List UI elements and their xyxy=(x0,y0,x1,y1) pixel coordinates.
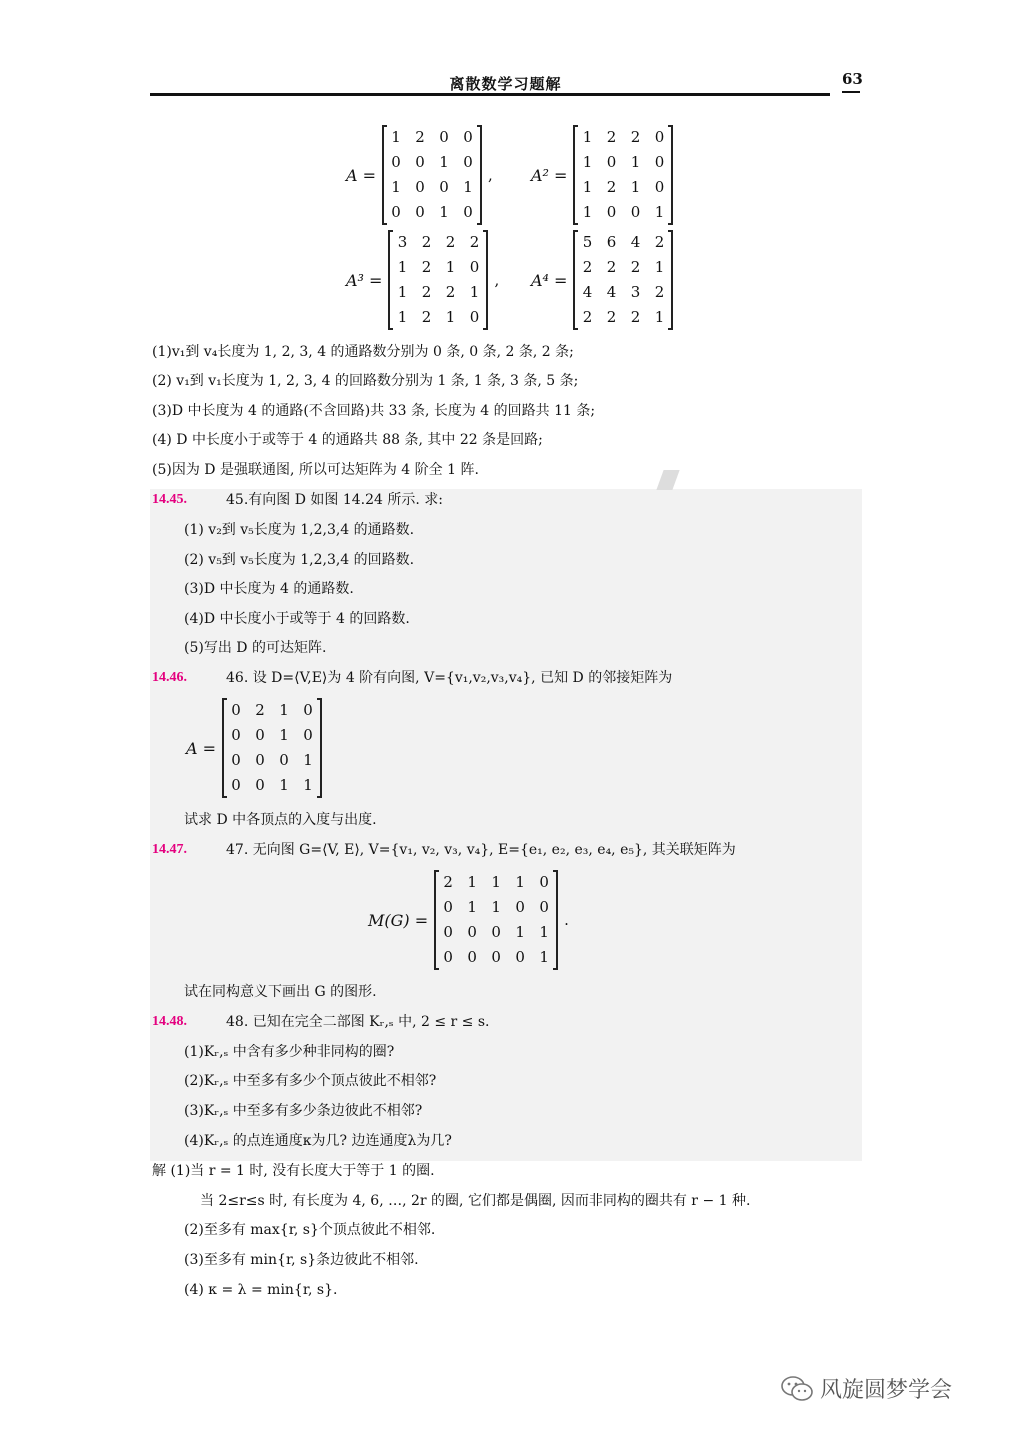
answer-line-4: (4) D 中长度小于或等于 4 的通路共 88 条, 其中 22 条是回路; xyxy=(152,432,543,448)
matrix-cell: 2 xyxy=(255,701,265,719)
question-48-text: 48. 已知在完全二部图 Kᵣ,ₛ 中, 2 ≤ r ≤ s. xyxy=(226,1014,490,1030)
matrix-cell: 2 xyxy=(445,233,456,251)
matrix-cell: 2 xyxy=(443,873,453,891)
matrix-cell: 1 xyxy=(539,948,549,966)
matrix-label: A = xyxy=(346,165,377,185)
question-47-after: 试在同构意义下画出 G 的图形. xyxy=(184,984,377,1000)
matrix-cell: 0 xyxy=(539,873,549,891)
matrix-cell: 1 xyxy=(279,726,289,744)
matrix-cell: 0 xyxy=(515,948,525,966)
matrix-cell: 0 xyxy=(469,258,480,276)
question-46-after: 试求 D 中各顶点的入度与出度. xyxy=(184,812,377,828)
matrix-cell: 1 xyxy=(279,701,289,719)
matrix-cell: 0 xyxy=(439,178,449,196)
matrix-cell: 0 xyxy=(654,153,665,171)
matrix-cell: 0 xyxy=(391,153,401,171)
matrix-cell: 1 xyxy=(397,308,408,326)
matrix-cell: 1 xyxy=(439,153,449,171)
matrix-body xyxy=(573,231,673,329)
matrix-cell: 1 xyxy=(582,153,593,171)
matrix-cell: 0 xyxy=(654,128,665,146)
decorative-mark xyxy=(656,470,679,490)
matrix-cell: 4 xyxy=(606,283,617,301)
matrix-cell: 1 xyxy=(582,178,593,196)
matrix-punctuation: , xyxy=(494,271,500,289)
matrix-A xyxy=(346,126,493,224)
wechat-icon xyxy=(780,1375,814,1403)
solution-line-2: 当 2≤r≤s 时, 有长度为 4, 6, …, 2r 的圈, 它们都是偶圈, 因而非同构的圈共有 r − 1 种. xyxy=(200,1193,751,1209)
matrix-cell: 1 xyxy=(467,898,477,916)
matrix-A3 xyxy=(346,231,499,329)
matrix-cell: 2 xyxy=(421,258,432,276)
header-title: 离散数学习题解 xyxy=(449,75,562,93)
question-47-text: 47. 无向图 G=⟨V, E⟩, V={v₁, v₂, v₃, v₄}, E={e₁, e₂, e₃, e₄, e₅}, 其关联矩阵为 xyxy=(226,842,736,858)
matrix-cell: 0 xyxy=(606,203,617,221)
matrix-body xyxy=(434,871,558,969)
matrix-cell: 0 xyxy=(463,128,473,146)
matrix-cell: 3 xyxy=(397,233,408,251)
page-number: 63 xyxy=(842,70,863,88)
matrix-cell: 0 xyxy=(467,923,477,941)
solution-line-5: (4) κ = λ = min{r, s}. xyxy=(184,1282,338,1298)
matrix-cell: 1 xyxy=(515,923,525,941)
matrix-label: A = xyxy=(186,738,217,758)
matrix-cell: 0 xyxy=(630,203,641,221)
matrix-cell: 1 xyxy=(515,873,525,891)
matrix-cell: 2 xyxy=(421,308,432,326)
matrix-cell: 1 xyxy=(582,203,593,221)
matrix-cell: 1 xyxy=(467,873,477,891)
matrix-cell: 0 xyxy=(515,898,525,916)
question-48-item-2: (2)Kᵣ,ₛ 中至多有多少个顶点彼此不相邻? xyxy=(184,1073,437,1089)
matrix-cell: 2 xyxy=(421,283,432,301)
matrix-cell: 1 xyxy=(391,178,401,196)
matrix-cell: 3 xyxy=(630,283,641,301)
question-48-item-3: (3)Kᵣ,ₛ 中至多有多少条边彼此不相邻? xyxy=(184,1103,423,1119)
matrix-A4 xyxy=(531,231,673,329)
matrix-label: A² = xyxy=(531,165,568,185)
matrix-cell: 2 xyxy=(654,283,665,301)
matrix-cell: 2 xyxy=(630,258,641,276)
watermark-text: 风旋圆梦学会 xyxy=(820,1378,953,1403)
solution-line-4: (3)至多有 min{r, s}条边彼此不相邻. xyxy=(184,1252,419,1268)
question-number-47: 14.47. xyxy=(152,842,187,857)
matrix-cell: 0 xyxy=(303,701,313,719)
matrix-cell: 0 xyxy=(443,923,453,941)
matrix-cell: 0 xyxy=(391,203,401,221)
matrix-cell: 2 xyxy=(606,258,617,276)
matrix-A-q46 xyxy=(186,699,322,797)
matrix-cell: 0 xyxy=(654,178,665,196)
question-48-item-4: (4)Kᵣ,ₛ 的点连通度κ为几? 边连通度λ为几? xyxy=(184,1133,452,1149)
matrix-cell: 2 xyxy=(469,233,480,251)
matrix-cell: 0 xyxy=(491,948,501,966)
matrix-cell: 0 xyxy=(415,178,425,196)
matrix-A2 xyxy=(531,126,673,224)
solution-line-3: (2)至多有 max{r, s}个顶点彼此不相邻. xyxy=(184,1222,436,1238)
matrix-cell: 2 xyxy=(606,308,617,326)
matrix-cell: 0 xyxy=(255,726,265,744)
matrix-label: A⁴ = xyxy=(531,270,568,290)
matrix-cell: 0 xyxy=(539,898,549,916)
matrix-cell: 1 xyxy=(303,776,313,794)
question-45-text: 45.有向图 D 如图 14.24 所示. 求: xyxy=(226,492,443,508)
matrix-cell: 1 xyxy=(445,258,456,276)
matrix-cell: 2 xyxy=(606,178,617,196)
matrix-cell: 0 xyxy=(231,726,241,744)
matrix-label: A³ = xyxy=(346,270,383,290)
matrix-cell: 2 xyxy=(415,128,425,146)
matrix-body xyxy=(573,126,673,224)
matrix-cell: 0 xyxy=(463,203,473,221)
question-45-item-3: (3)D 中长度为 4 的通路数. xyxy=(184,581,354,597)
incidence-matrix-MG xyxy=(368,871,569,969)
question-45-item-2: (2) v₅到 v₅长度为 1,2,3,4 的回路数. xyxy=(184,552,415,568)
matrix-cell: 0 xyxy=(303,726,313,744)
matrix-cell: 1 xyxy=(463,178,473,196)
matrix-cell: 1 xyxy=(654,308,665,326)
matrix-cell: 0 xyxy=(279,751,289,769)
matrix-cell: 0 xyxy=(415,153,425,171)
watermark xyxy=(780,1373,952,1404)
question-number-46: 14.46. xyxy=(152,670,187,685)
matrix-cell: 0 xyxy=(606,153,617,171)
matrix-cell: 0 xyxy=(467,948,477,966)
matrix-cell: 0 xyxy=(443,898,453,916)
matrix-cell: 0 xyxy=(231,701,241,719)
matrix-cell: 2 xyxy=(630,128,641,146)
header-rule xyxy=(150,93,830,96)
matrix-cell: 2 xyxy=(630,308,641,326)
matrix-cell: 0 xyxy=(231,751,241,769)
answer-line-1: (1)v₁到 v₄长度为 1, 2, 3, 4 的通路数分别为 0 条, 0 条, 2 条, 2 条; xyxy=(152,344,574,360)
matrix-cell: 4 xyxy=(582,283,593,301)
matrix-cell: 0 xyxy=(443,948,453,966)
matrix-cell: 0 xyxy=(463,153,473,171)
matrix-cell: 1 xyxy=(582,128,593,146)
matrix-cell: 1 xyxy=(491,873,501,891)
question-45-item-5: (5)写出 D 的可达矩阵. xyxy=(184,640,327,656)
matrix-cell: 2 xyxy=(421,233,432,251)
matrix-cell: 1 xyxy=(391,128,401,146)
matrix-cell: 1 xyxy=(630,153,641,171)
matrix-cell: 0 xyxy=(255,751,265,769)
matrix-body xyxy=(382,126,482,224)
matrix-cell: 1 xyxy=(279,776,289,794)
matrix-cell: 4 xyxy=(630,233,641,251)
matrix-cell: 0 xyxy=(255,776,265,794)
matrix-cell: 2 xyxy=(445,283,456,301)
solution-line-1: 解 (1)当 r = 1 时, 没有长度大于等于 1 的圈. xyxy=(152,1163,435,1179)
matrix-cell: 1 xyxy=(654,203,665,221)
matrix-cell: 2 xyxy=(606,128,617,146)
matrix-cell: 0 xyxy=(439,128,449,146)
matrix-cell: 2 xyxy=(582,258,593,276)
matrix-cell: 0 xyxy=(231,776,241,794)
matrix-label: M(G) = xyxy=(368,910,429,930)
matrix-punctuation: . xyxy=(564,911,569,929)
matrix-cell: 1 xyxy=(439,203,449,221)
matrix-cell: 1 xyxy=(469,283,480,301)
question-48-item-1: (1)Kᵣ,ₛ 中含有多少种非同构的圈? xyxy=(184,1044,395,1060)
matrix-cell: 1 xyxy=(630,178,641,196)
answer-line-2: (2) v₁到 v₁长度为 1, 2, 3, 4 的回路数分别为 1 条, 1 条, 3 条, 5 条; xyxy=(152,373,579,389)
matrix-cell: 5 xyxy=(582,233,593,251)
question-46-text: 46. 设 D=⟨V,E⟩为 4 阶有向图, V={v₁,v₂,v₃,v₄}, 已知 D 的邻接矩阵为 xyxy=(226,670,673,686)
answer-line-3: (3)D 中长度为 4 的通路(不含回路)共 33 条, 长度为 4 的回路共 11 条; xyxy=(152,403,596,419)
matrix-body xyxy=(222,699,322,797)
question-number-48: 14.48. xyxy=(152,1014,187,1029)
matrix-cell: 2 xyxy=(654,233,665,251)
matrix-cell: 0 xyxy=(469,308,480,326)
matrix-cell: 1 xyxy=(397,258,408,276)
question-number-45: 14.45. xyxy=(152,492,187,507)
matrix-cell: 1 xyxy=(445,308,456,326)
matrix-cell: 1 xyxy=(539,923,549,941)
matrix-cell: 6 xyxy=(606,233,617,251)
matrix-cell: 1 xyxy=(397,283,408,301)
answer-line-5: (5)因为 D 是强联通图, 所以可达矩阵为 4 阶全 1 阵. xyxy=(152,462,479,478)
matrix-cell: 1 xyxy=(303,751,313,769)
page-number-underline xyxy=(842,91,860,93)
matrix-punctuation: , xyxy=(488,166,493,184)
matrix-cell: 1 xyxy=(654,258,665,276)
question-45-item-4: (4)D 中长度小于或等于 4 的回路数. xyxy=(184,611,410,627)
matrix-cell: 0 xyxy=(415,203,425,221)
matrix-cell: 1 xyxy=(491,898,501,916)
matrix-cell: 2 xyxy=(582,308,593,326)
matrix-cell: 0 xyxy=(491,923,501,941)
matrix-body xyxy=(388,231,488,329)
question-45-item-1: (1) v₂到 v₅长度为 1,2,3,4 的通路数. xyxy=(184,522,415,538)
